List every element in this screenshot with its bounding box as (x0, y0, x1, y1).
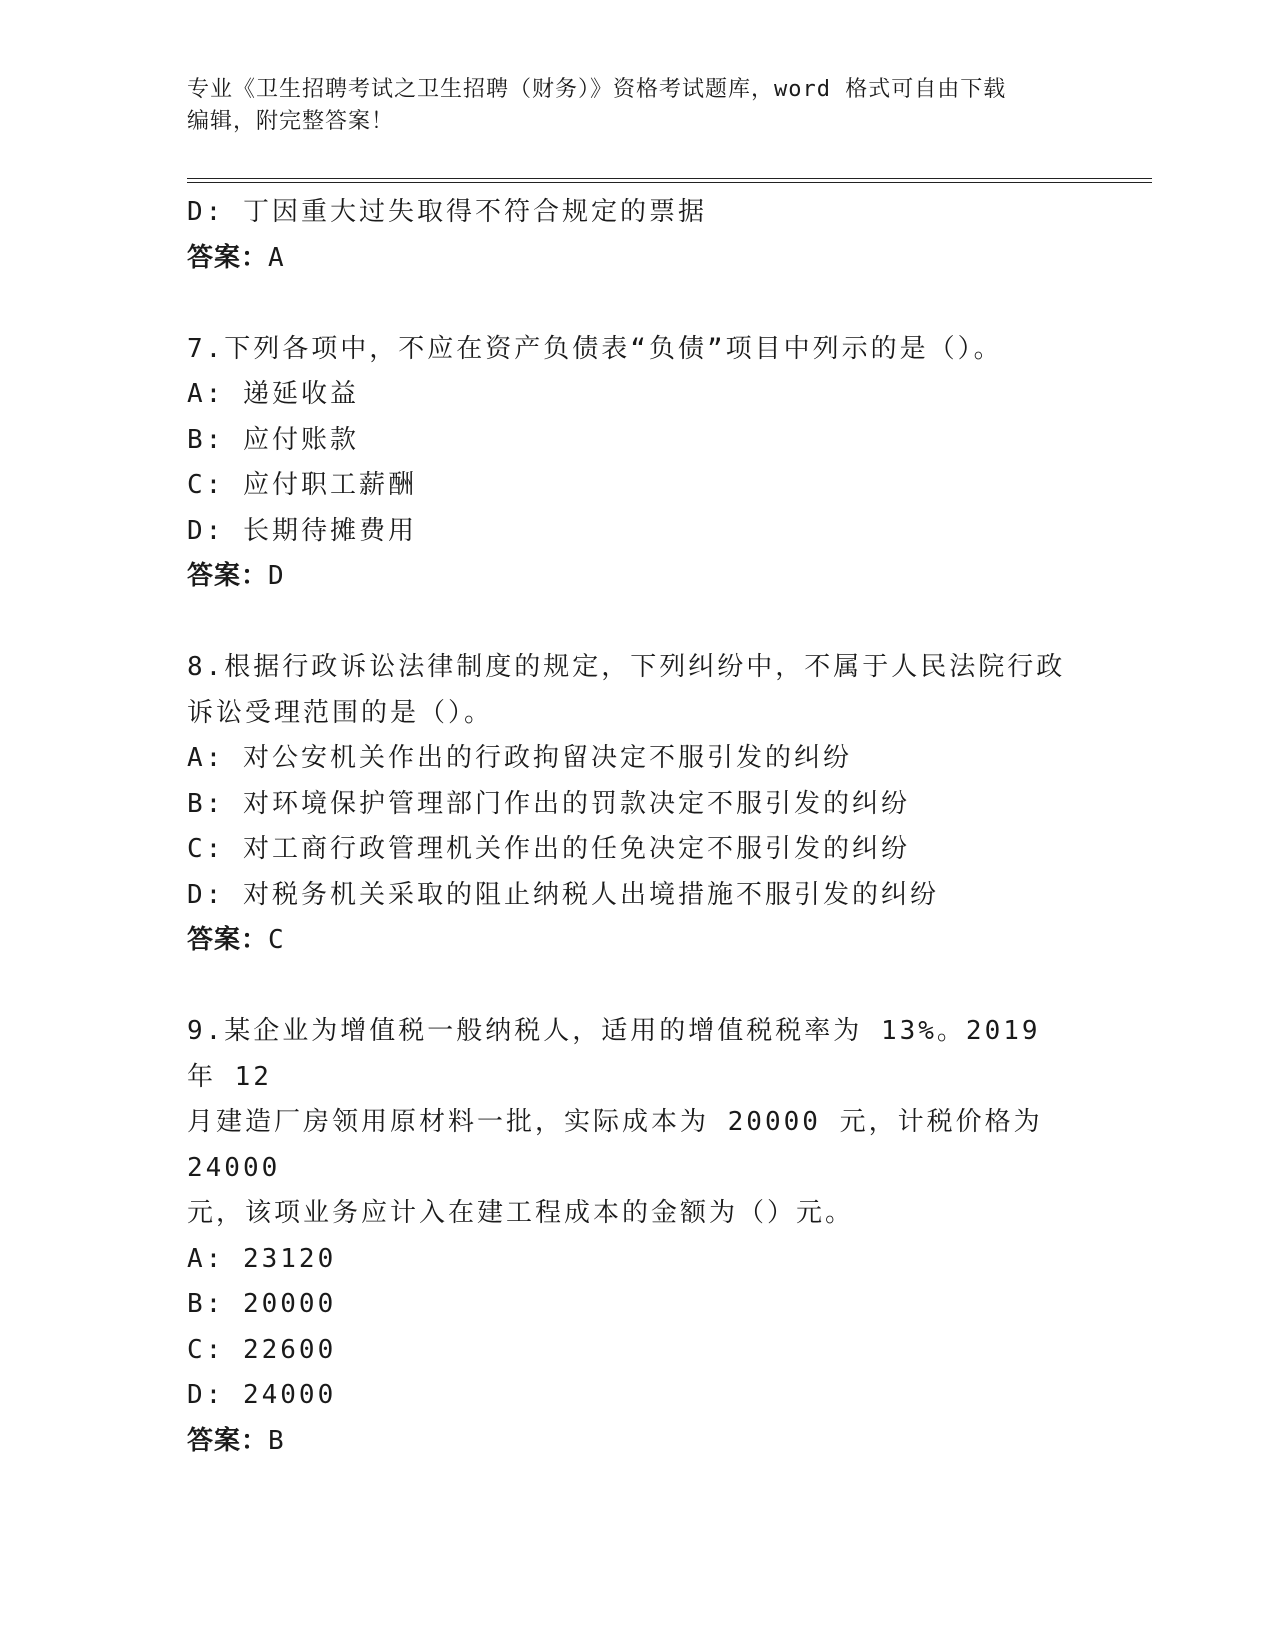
option-b: B: 20000 (187, 1289, 337, 1319)
question-stem-line: 8.根据行政诉讼法律制度的规定，下列纠纷中，不属于人民法院行政 (187, 652, 1066, 682)
option-d: D: 长期待摊费用 (187, 515, 417, 546)
question-8 (187, 645, 1087, 964)
option-d: D: 对税务机关采取的阻止纳税人出境措施不服引发的纠纷 (187, 879, 939, 910)
header-line-2: 编辑，附完整答案！ (187, 109, 395, 134)
question-stem (187, 645, 1087, 736)
option-c: C: 应付职工薪酬 (187, 470, 417, 500)
answer-line (187, 1419, 1087, 1465)
option-a: A: 递延收益 (187, 379, 359, 409)
header-divider-bottom (187, 182, 1152, 183)
question-content (187, 190, 1087, 1464)
option-c: C: 22600 (187, 1334, 337, 1365)
answer-line (187, 918, 1087, 964)
previous-question-tail (187, 190, 1087, 281)
answer-value: B (268, 1425, 285, 1456)
header-line-1: 专业《卫生招聘考试之卫生招聘（财务）》资格考试题库，word 格式可自由下载 (187, 77, 1007, 102)
document-header (187, 74, 1087, 138)
question-stem-line: 9.某企业为增值税一般纳税人，适用的增值税税率为 13%。2019 年 12 (187, 1016, 1041, 1092)
option-a: A: 23120 (187, 1243, 337, 1274)
option-d: D: 丁因重大过失取得不符合规定的票据 (187, 197, 707, 227)
option-b: B: 对环境保护管理部门作出的罚款决定不服引发的纠纷 (187, 788, 910, 819)
question-stem-line: 月建造厂房领用原材料一批，实际成本为 20000 元，计税价格为 24000 (187, 1107, 1043, 1183)
answer-label: 答案： (187, 561, 269, 591)
answer-label: 答案： (187, 925, 269, 955)
answer-value: D (268, 561, 285, 591)
answer-label: 答案： (187, 1425, 269, 1456)
question-stem (187, 327, 1087, 373)
answer-line (187, 554, 1087, 600)
answer-value: C (268, 925, 285, 955)
option-b: B: 应付账款 (187, 424, 359, 455)
question-stem-line: 诉讼受理范围的是（）。 (187, 697, 494, 728)
header-divider-top (187, 178, 1152, 179)
question-7 (187, 327, 1087, 600)
option-c: C: 对工商行政管理机关作出的任免决定不服引发的纠纷 (187, 834, 910, 864)
option-a: A: 对公安机关作出的行政拘留决定不服引发的纠纷 (187, 743, 852, 773)
question-stem (187, 1009, 1087, 1237)
option-d: D: 24000 (187, 1380, 337, 1410)
question-9 (187, 1009, 1087, 1464)
question-stem-line: 7.下列各项中，不应在资产负债表“负债”项目中列示的是（）。 (187, 333, 1003, 364)
answer-label: 答案： (187, 242, 269, 273)
question-stem-line: 元，该项业务应计入在建工程成本的金额为（）元。 (187, 1198, 855, 1228)
answer-line (187, 236, 1087, 282)
answer-value: A (268, 242, 285, 273)
